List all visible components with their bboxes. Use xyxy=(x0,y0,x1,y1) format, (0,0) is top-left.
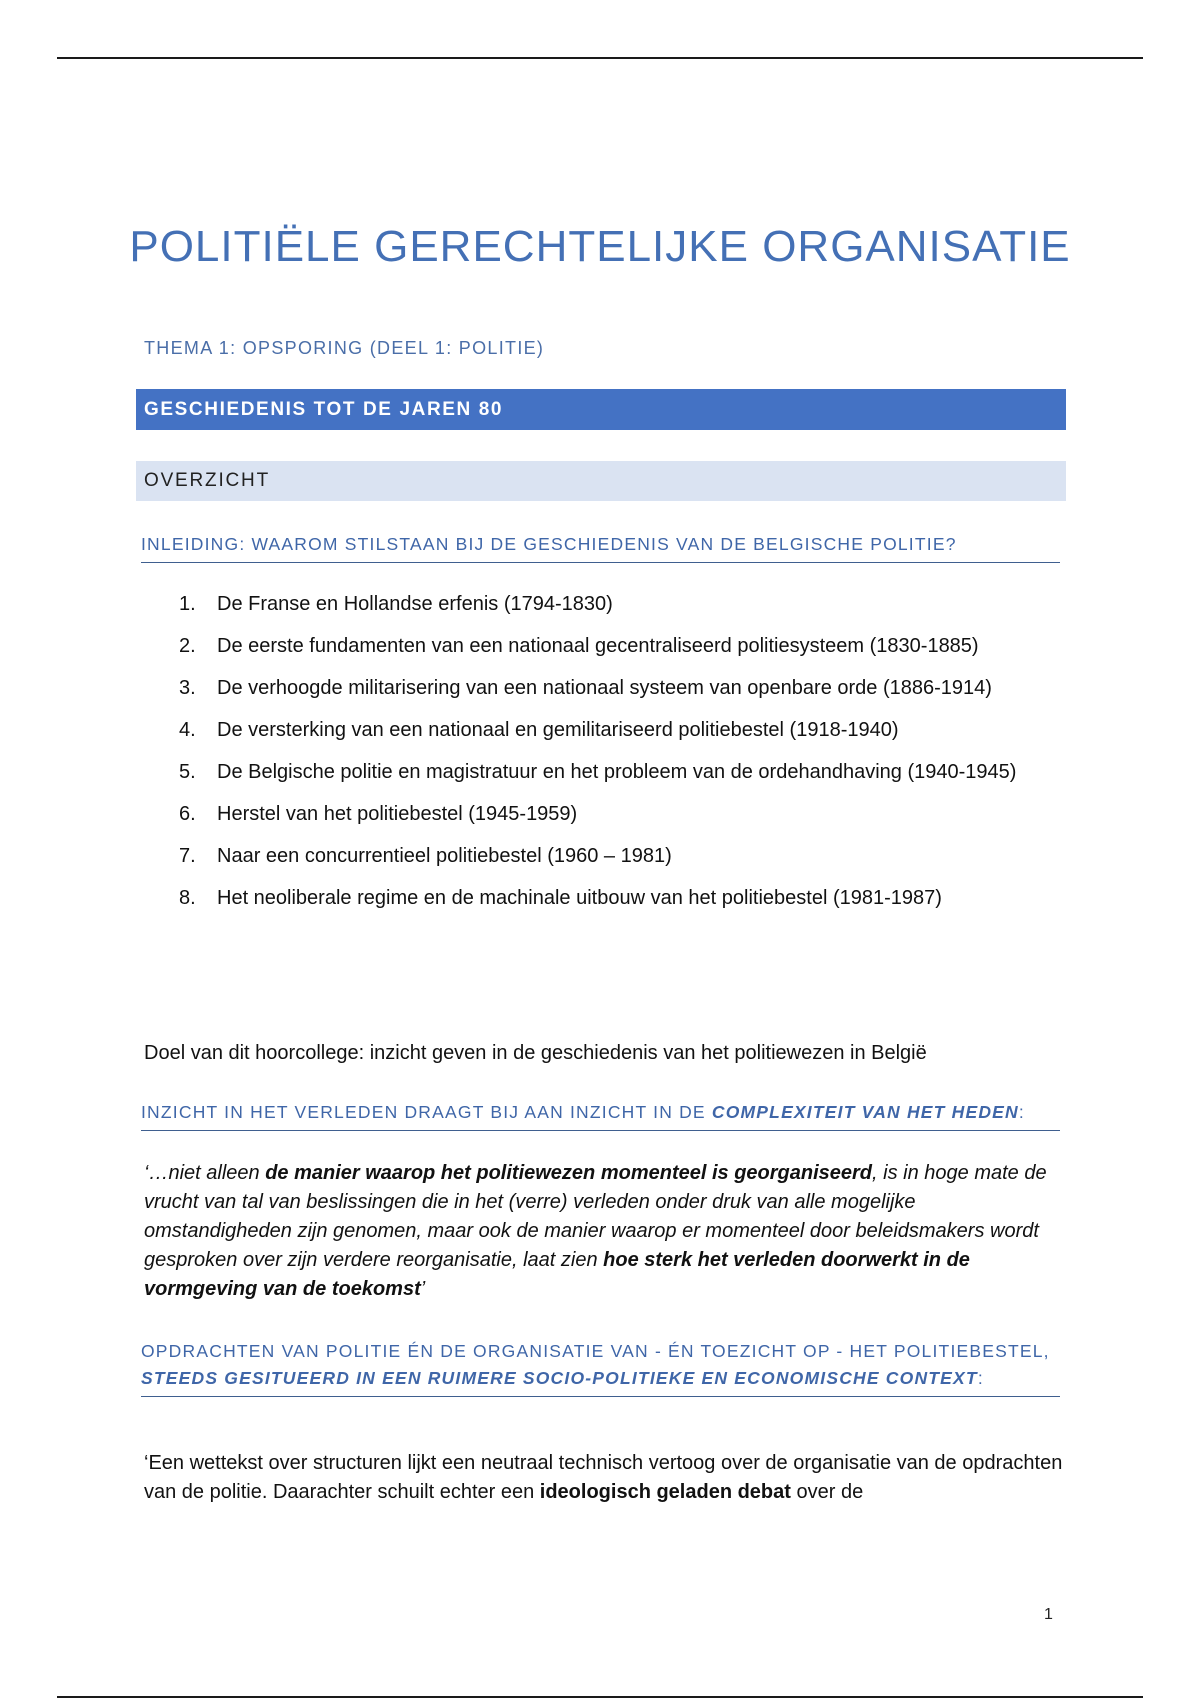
heading-opdrachten-suffix: : xyxy=(977,1368,984,1388)
list-item-number: 3. xyxy=(179,677,196,699)
quote-bold: hoe sterk het verleden doorwerkt in de vormgeving van de toekomst xyxy=(144,1249,970,1300)
list-item-text: De eerste fundamenten van een nationaal gecentraliseerd politiesysteem (1830-1885) xyxy=(217,635,979,657)
heading-opdrachten-prefix: OPDRACHTEN VAN POLITIE ÉN DE ORGANISATIE VAN - ÉN TOEZICHT OP - HET POLITIEBESTEL, xyxy=(141,1341,1050,1361)
footer-rule xyxy=(57,1696,1143,1698)
list-item-text: De versterking van een nationaal en gemilitariseerd politiebestel (1918-1940) xyxy=(217,719,899,741)
list-item-number: 1. xyxy=(179,593,196,615)
overview-list xyxy=(175,590,1055,926)
list-item-text: Naar een concurrentieel politiebestel (1960 – 1981) xyxy=(217,845,672,867)
list-item xyxy=(175,842,1055,870)
heading-verleden xyxy=(141,1099,1060,1131)
list-item-number: 8. xyxy=(179,887,196,909)
list-item xyxy=(175,632,1055,660)
wettekst-part: ‘Een wettekst over structuren lijkt een neutraal technisch vertoog over de organisatie van de opdrachten van de politie. Daarachter schuilt echter een xyxy=(144,1452,1063,1503)
heading-overzicht: OVERZICHT xyxy=(136,461,1066,501)
list-item xyxy=(175,758,1055,786)
wettekst-part: over de xyxy=(790,1481,864,1503)
list-item-text: Herstel van het politiebestel (1945-1959) xyxy=(217,803,578,825)
list-item xyxy=(175,590,1055,618)
list-item xyxy=(175,800,1055,828)
list-item-number: 2. xyxy=(179,635,196,657)
quote-part: ‘…niet alleen xyxy=(144,1162,266,1184)
theme-subtitle: THEMA 1: OPSPORING (DEEL 1: POLITIE) xyxy=(144,338,545,358)
list-item-number: 7. xyxy=(179,845,196,867)
quote-bold: de manier waarop het politiewezen momenteel is georganiseerd xyxy=(265,1162,873,1184)
heading-opdrachten-emphasis: STEEDS GESITUEERD IN EEN RUIMERE SOCIO-POLITIEKE EN ECONOMISCHE CONTEXT xyxy=(141,1368,978,1388)
list-item xyxy=(175,884,1055,912)
heading-verleden-prefix: INZICHT IN HET VERLEDEN DRAAGT BIJ AAN INZICHT IN DE xyxy=(141,1102,712,1122)
page-number: 1 xyxy=(1044,1606,1053,1623)
quote-part: , is in hoge mate de vrucht van tal van beslissingen die in het (verre) verleden onder druk van alle mogelijke omstandigheden zijn genomen, maar ook de manier waarop er momenteel door beleidsmakers wordt gesproken over zijn verdere reorganisatie, laat zien xyxy=(144,1162,1047,1271)
heading-verleden-suffix: : xyxy=(1018,1102,1025,1122)
list-item-number: 6. xyxy=(179,803,196,825)
heading-opdrachten xyxy=(141,1338,1060,1397)
header-rule xyxy=(57,57,1143,59)
list-item-number: 4. xyxy=(179,719,196,741)
list-item-text: De Belgische politie en magistratuur en het probleem van de ordehandhaving (1940-1945) xyxy=(217,761,1017,783)
list-item xyxy=(175,674,1055,702)
quote-paragraph xyxy=(144,1159,1064,1304)
document-title: POLITIËLE GERECHTELIJKE ORGANISATIE xyxy=(129,222,1071,271)
heading-inleiding: INLEIDING: WAAROM STILSTAAN BIJ DE GESCHIEDENIS VAN DE BELGISCHE POLITIE? xyxy=(141,531,1060,563)
heading-geschiedenis: GESCHIEDENIS TOT DE JAREN 80 xyxy=(136,389,1066,430)
quote-part: ’ xyxy=(420,1278,426,1300)
list-item-number: 5. xyxy=(179,761,196,783)
paragraph-wettekst xyxy=(144,1449,1064,1507)
list-item-text: De Franse en Hollandse erfenis (1794-1830) xyxy=(217,593,613,615)
list-item-text: De verhoogde militarisering van een nationaal systeem van openbare orde (1886-1914) xyxy=(217,677,992,699)
list-item-text: Het neoliberale regime en de machinale uitbouw van het politiebestel (1981-1987) xyxy=(217,887,942,909)
paragraph-doel: Doel van dit hoorcollege: inzicht geven in de geschiedenis van het politiewezen in België xyxy=(144,1042,927,1064)
wettekst-bold: ideologisch geladen debat xyxy=(539,1481,791,1503)
heading-verleden-emphasis: COMPLEXITEIT VAN HET HEDEN xyxy=(711,1102,1019,1122)
list-item xyxy=(175,716,1055,744)
